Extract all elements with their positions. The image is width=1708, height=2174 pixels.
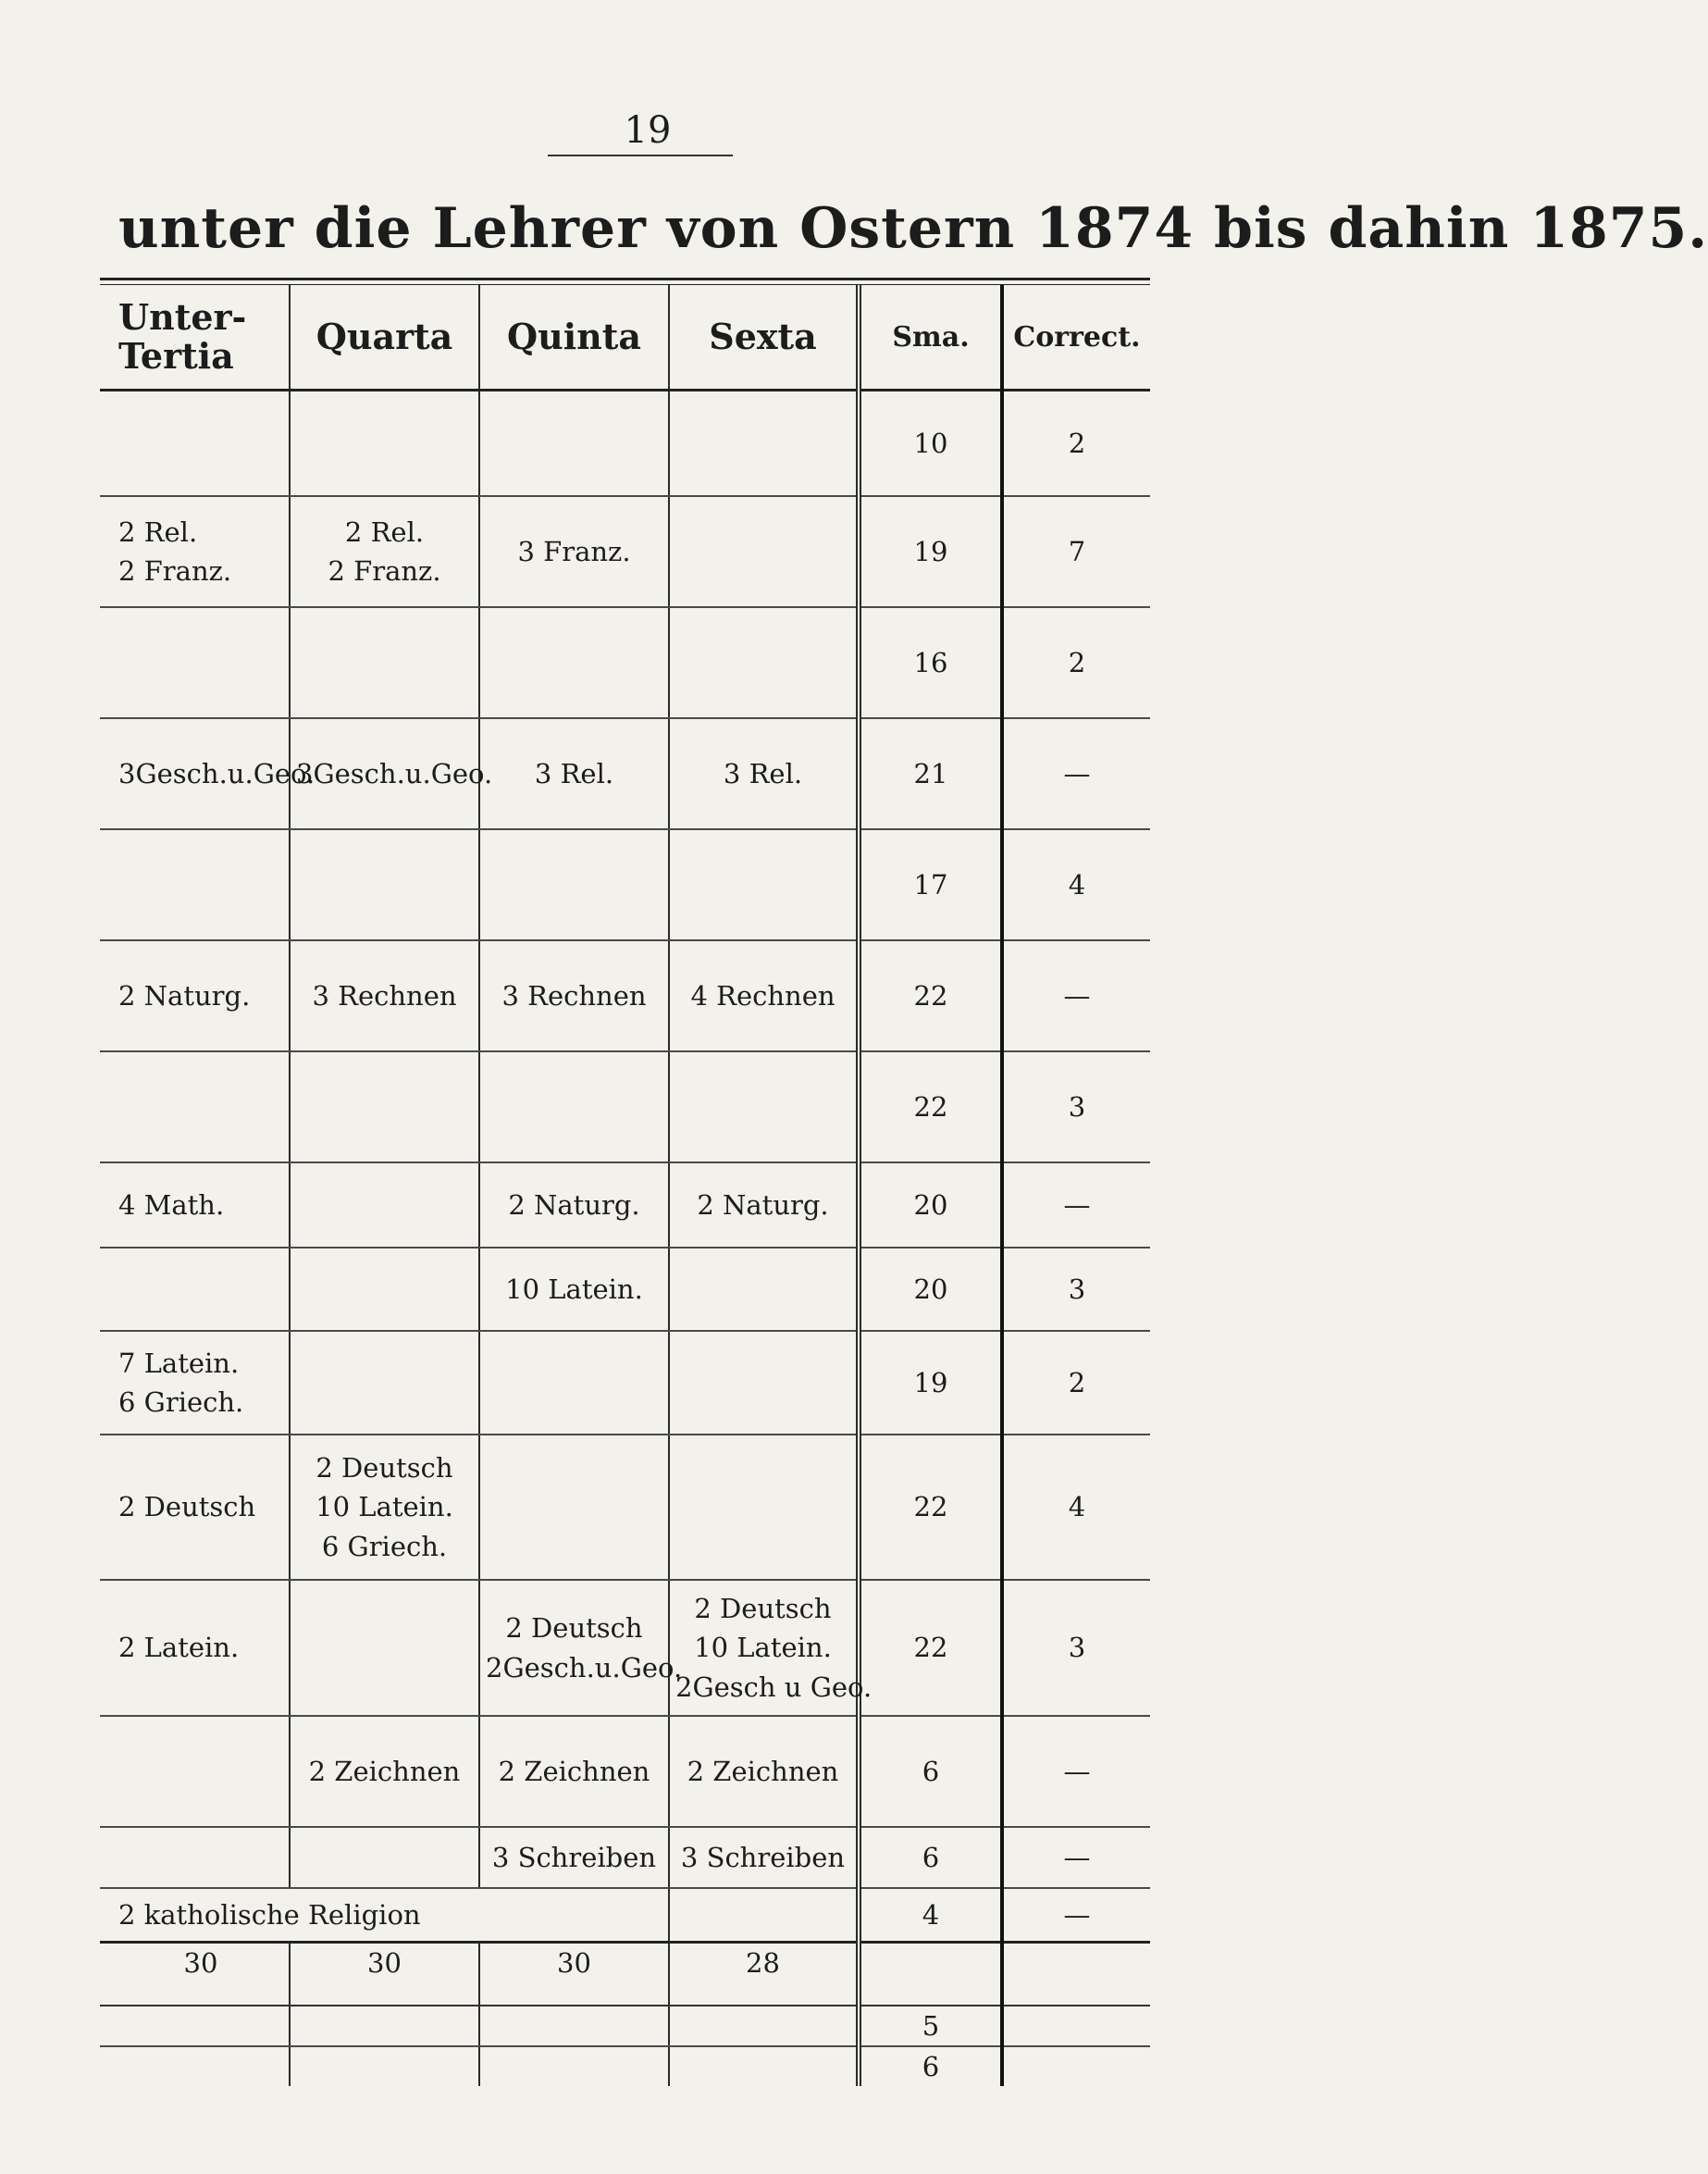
cell-line: 2 bbox=[1068, 646, 1086, 678]
cell-quinta bbox=[479, 1248, 669, 1331]
cell-sexta bbox=[669, 940, 859, 1051]
cell-unter-tertia bbox=[100, 496, 290, 607]
cell-unter-tertia bbox=[100, 2046, 290, 2086]
cell-sexta bbox=[669, 2006, 859, 2046]
cell-quarta bbox=[290, 391, 479, 497]
cell-correct bbox=[1002, 2006, 1150, 2046]
cell-sma bbox=[859, 1716, 1002, 1827]
column-header-unter-tertia: Unter-Tertia bbox=[100, 285, 290, 391]
cell-sexta bbox=[669, 1331, 859, 1435]
cell-line: 3 Schreiben bbox=[680, 1841, 846, 1873]
cell-sexta bbox=[669, 1248, 859, 1331]
cell-quarta bbox=[290, 1580, 479, 1716]
table-row bbox=[100, 718, 1150, 829]
table-row bbox=[100, 2046, 1150, 2086]
cell-sexta bbox=[669, 1827, 859, 1888]
total-quinta: 30 bbox=[479, 1943, 669, 2006]
cell-line: 6 bbox=[922, 1841, 940, 1873]
header-row bbox=[100, 285, 1150, 391]
cell-quarta bbox=[290, 1716, 479, 1827]
cell-quarta bbox=[290, 718, 493, 829]
cell-line: 2Gesch.u.Geo. bbox=[486, 1651, 683, 1683]
cell-unter-tertia bbox=[100, 829, 290, 940]
cell-quinta bbox=[479, 1827, 669, 1888]
total-unter-tertia: 30 bbox=[100, 1943, 290, 2006]
cell-sma bbox=[859, 391, 1002, 497]
cell-sma bbox=[859, 718, 1002, 829]
cell-quinta bbox=[479, 718, 669, 829]
cell-line: 20 bbox=[913, 1188, 948, 1221]
cell-correct bbox=[1002, 1051, 1150, 1162]
cell-correct bbox=[1002, 1248, 1150, 1331]
cell-correct bbox=[1002, 1827, 1150, 1888]
cell-correct bbox=[1002, 1580, 1150, 1716]
table-row bbox=[100, 1051, 1150, 1162]
cell-correct bbox=[1002, 1162, 1150, 1248]
cell-correct bbox=[1002, 1331, 1150, 1435]
table-row bbox=[100, 2006, 1150, 2046]
cell-line: 2 Deutsch bbox=[694, 1593, 832, 1625]
cell-correct bbox=[1002, 391, 1150, 497]
cell-quarta bbox=[290, 1162, 479, 1248]
teacher-hours-table bbox=[100, 285, 1150, 2086]
cell-sexta bbox=[669, 496, 859, 607]
totals-row bbox=[100, 1943, 1150, 2006]
cell-line: — bbox=[1063, 1755, 1091, 1787]
cell-line: 3Gesch.u.Geo. bbox=[118, 757, 316, 789]
cell-line: 4 bbox=[1068, 868, 1086, 901]
cell-line: — bbox=[1063, 757, 1091, 789]
cell-line: 20 bbox=[913, 1273, 948, 1305]
cell-line: 6 bbox=[922, 1755, 940, 1787]
cell-line: 2Gesch u Geo. bbox=[675, 1671, 873, 1703]
cell-line: 2 bbox=[1068, 427, 1086, 459]
cell-line: 3 Schreiben bbox=[491, 1841, 657, 1873]
catholic-religion-label: 2 katholische Religion bbox=[100, 1888, 669, 1943]
cell-correct bbox=[1002, 2046, 1150, 2086]
column-header-sma: Sma. bbox=[859, 285, 1002, 391]
cell-line: 2 Deutsch bbox=[505, 1612, 643, 1645]
table-row bbox=[100, 391, 1150, 497]
cell-sexta bbox=[669, 1888, 859, 1943]
cell-line: 10 Latein. bbox=[505, 1273, 643, 1305]
cell-quinta bbox=[479, 1331, 669, 1435]
column-header-correct: Correct. bbox=[1002, 285, 1150, 391]
table-row bbox=[100, 1248, 1150, 1331]
cell-line: 2 Zeichnen bbox=[687, 1755, 839, 1787]
cell-unter-tertia bbox=[100, 940, 290, 1051]
cell-quarta bbox=[290, 1331, 479, 1435]
cell-unter-tertia bbox=[100, 1051, 290, 1162]
cell-line: 2 Franz. bbox=[328, 555, 441, 587]
cell-unter-tertia bbox=[100, 718, 316, 829]
cell-line: 2 Deutsch bbox=[316, 1452, 453, 1485]
cell-quinta bbox=[479, 1435, 669, 1580]
cell-sma: 6 bbox=[859, 2046, 1002, 2086]
cell-line: 7 Latein. bbox=[118, 1347, 240, 1379]
cell-line: 3 bbox=[1068, 1632, 1086, 1664]
cell-quinta bbox=[479, 2006, 669, 2046]
cell-quinta bbox=[479, 607, 669, 718]
cell-sexta bbox=[669, 1051, 859, 1162]
column-header-quarta: Quarta bbox=[290, 285, 479, 391]
cell-line: 22 bbox=[913, 1491, 948, 1523]
cell-sma bbox=[859, 1051, 1002, 1162]
column-header-quinta: Quinta bbox=[479, 285, 669, 391]
cell-sexta bbox=[669, 1580, 873, 1716]
table-row bbox=[100, 1827, 1150, 1888]
cell-sexta bbox=[669, 2046, 859, 2086]
cell-sma bbox=[859, 496, 1002, 607]
cell-correct: — bbox=[1002, 1888, 1150, 1943]
catholic-religion-row bbox=[100, 1888, 1150, 1943]
cell-sexta bbox=[669, 1435, 859, 1580]
cell-sexta bbox=[669, 1162, 859, 1248]
cell-line: 4 Math. bbox=[118, 1188, 225, 1221]
cell-quarta bbox=[290, 829, 479, 940]
cell-sma bbox=[859, 607, 1002, 718]
cell-unter-tertia bbox=[100, 1162, 290, 1248]
cell-line: 2 Deutsch bbox=[118, 1491, 256, 1523]
cell-line: 2 Zeichnen bbox=[308, 1755, 461, 1787]
table-row bbox=[100, 1580, 1150, 1716]
cell-sexta bbox=[669, 607, 859, 718]
cell-unter-tertia bbox=[100, 1580, 290, 1716]
cell-line: 2 Rel. bbox=[118, 516, 198, 548]
cell-line: 3 Rechnen bbox=[501, 979, 647, 1012]
cell-unter-tertia bbox=[100, 1716, 290, 1827]
cell-sma bbox=[859, 1162, 1002, 1248]
table-row bbox=[100, 940, 1150, 1051]
cell-sma bbox=[859, 1435, 1002, 1580]
cell-unter-tertia bbox=[100, 1331, 290, 1435]
page-heading: unter die Lehrer von Ostern 1874 bis dahin 1875. bbox=[118, 196, 1708, 261]
cell-sma: 5 bbox=[859, 2006, 1002, 2046]
cell-line: 4 Rechnen bbox=[690, 979, 835, 1012]
cell-quarta bbox=[290, 496, 479, 607]
cell-correct bbox=[1002, 718, 1150, 829]
cell-line: 3 Rechnen bbox=[312, 979, 457, 1012]
cell-correct bbox=[1002, 829, 1150, 940]
cell-quinta bbox=[479, 1162, 669, 1248]
cell-quinta bbox=[479, 940, 669, 1051]
table-top-rule bbox=[100, 278, 1150, 285]
cell-quinta bbox=[479, 1051, 669, 1162]
cell-quarta bbox=[290, 1827, 479, 1888]
cell-unter-tertia bbox=[100, 2006, 290, 2046]
cell-line: 22 bbox=[913, 1090, 948, 1123]
cell-line: 2 Naturg. bbox=[118, 979, 251, 1012]
cell-line: 3Gesch.u.Geo. bbox=[296, 757, 493, 789]
cell-correct bbox=[1002, 607, 1150, 718]
cell-sma bbox=[859, 940, 1002, 1051]
cell-line: 22 bbox=[913, 1632, 948, 1664]
total-correct bbox=[1002, 1943, 1150, 2006]
cell-quinta bbox=[479, 2046, 669, 2086]
cell-correct bbox=[1002, 940, 1150, 1051]
cell-quarta bbox=[290, 940, 479, 1051]
cell-quarta bbox=[290, 1248, 479, 1331]
cell-line: 2 Naturg. bbox=[697, 1188, 829, 1221]
total-sma bbox=[859, 1943, 1002, 2006]
table-row bbox=[100, 829, 1150, 940]
cell-quinta bbox=[479, 1716, 669, 1827]
cell-sma bbox=[859, 829, 1002, 940]
cell-quinta bbox=[479, 829, 669, 940]
cell-line: 3 Rel. bbox=[723, 757, 803, 789]
cell-line: 6 Griech. bbox=[118, 1386, 244, 1418]
cell-line: 4 bbox=[1068, 1491, 1086, 1523]
cell-line: 3 bbox=[1068, 1090, 1086, 1123]
cell-unter-tertia bbox=[100, 391, 290, 497]
cell-line: 7 bbox=[1068, 535, 1086, 567]
cell-sexta bbox=[669, 829, 859, 940]
page-number: 19 bbox=[624, 109, 672, 152]
cell-line: 2 Rel. bbox=[344, 516, 425, 548]
cell-line: 21 bbox=[913, 757, 948, 789]
cell-sma bbox=[859, 1827, 1002, 1888]
cell-quinta bbox=[479, 391, 669, 497]
cell-unter-tertia bbox=[100, 1827, 290, 1888]
cell-line: 10 bbox=[913, 427, 948, 459]
cell-line: 3 Franz. bbox=[517, 535, 631, 567]
cell-quinta bbox=[479, 496, 669, 607]
cell-quarta bbox=[290, 1435, 479, 1580]
cell-line: 2 Latein. bbox=[118, 1632, 240, 1664]
cell-quarta bbox=[290, 2006, 479, 2046]
cell-line: 2 Zeichnen bbox=[498, 1755, 650, 1787]
cell-line: 19 bbox=[913, 535, 948, 567]
table-row bbox=[100, 1162, 1150, 1248]
table-row bbox=[100, 1435, 1150, 1580]
cell-sma bbox=[859, 1248, 1002, 1331]
cell-line: 2 Franz. bbox=[118, 555, 232, 587]
page-number-rule bbox=[548, 155, 733, 156]
cell-line: 2 Naturg. bbox=[508, 1188, 640, 1221]
cell-line: 22 bbox=[913, 979, 948, 1012]
cell-sexta bbox=[669, 391, 859, 497]
cell-correct bbox=[1002, 496, 1150, 607]
cell-quinta bbox=[479, 1580, 683, 1716]
table-row bbox=[100, 607, 1150, 718]
cell-sexta bbox=[669, 718, 859, 829]
cell-line: 3 bbox=[1068, 1273, 1086, 1305]
cell-quarta bbox=[290, 1051, 479, 1162]
table-row bbox=[100, 496, 1150, 607]
cell-quarta bbox=[290, 607, 479, 718]
total-quarta: 30 bbox=[290, 1943, 479, 2006]
cell-line: 6 Griech. bbox=[321, 1530, 448, 1562]
timetable-container bbox=[100, 278, 1150, 2086]
table-row bbox=[100, 1331, 1150, 1435]
cell-sexta bbox=[669, 1716, 859, 1827]
column-header-sexta: Sexta bbox=[669, 285, 859, 391]
cell-line: — bbox=[1063, 1841, 1091, 1873]
cell-line: 17 bbox=[913, 868, 948, 901]
cell-line: 16 bbox=[913, 646, 948, 678]
cell-quarta bbox=[290, 2046, 479, 2086]
cell-correct bbox=[1002, 1435, 1150, 1580]
total-sexta: 28 bbox=[669, 1943, 859, 2006]
table-row bbox=[100, 1716, 1150, 1827]
cell-line: 3 Rel. bbox=[534, 757, 614, 789]
cell-correct bbox=[1002, 1716, 1150, 1827]
cell-unter-tertia bbox=[100, 607, 290, 718]
cell-unter-tertia bbox=[100, 1248, 290, 1331]
cell-sma bbox=[859, 1331, 1002, 1435]
cell-line: 10 Latein. bbox=[694, 1632, 832, 1664]
cell-line: 19 bbox=[913, 1366, 948, 1398]
cell-line: — bbox=[1063, 1188, 1091, 1221]
cell-line: — bbox=[1063, 979, 1091, 1012]
cell-sma bbox=[859, 1580, 1002, 1716]
cell-sma: 4 bbox=[859, 1888, 1002, 1943]
cell-line: 2 bbox=[1068, 1366, 1086, 1398]
cell-line: 10 Latein. bbox=[316, 1491, 453, 1523]
cell-unter-tertia bbox=[100, 1435, 290, 1580]
